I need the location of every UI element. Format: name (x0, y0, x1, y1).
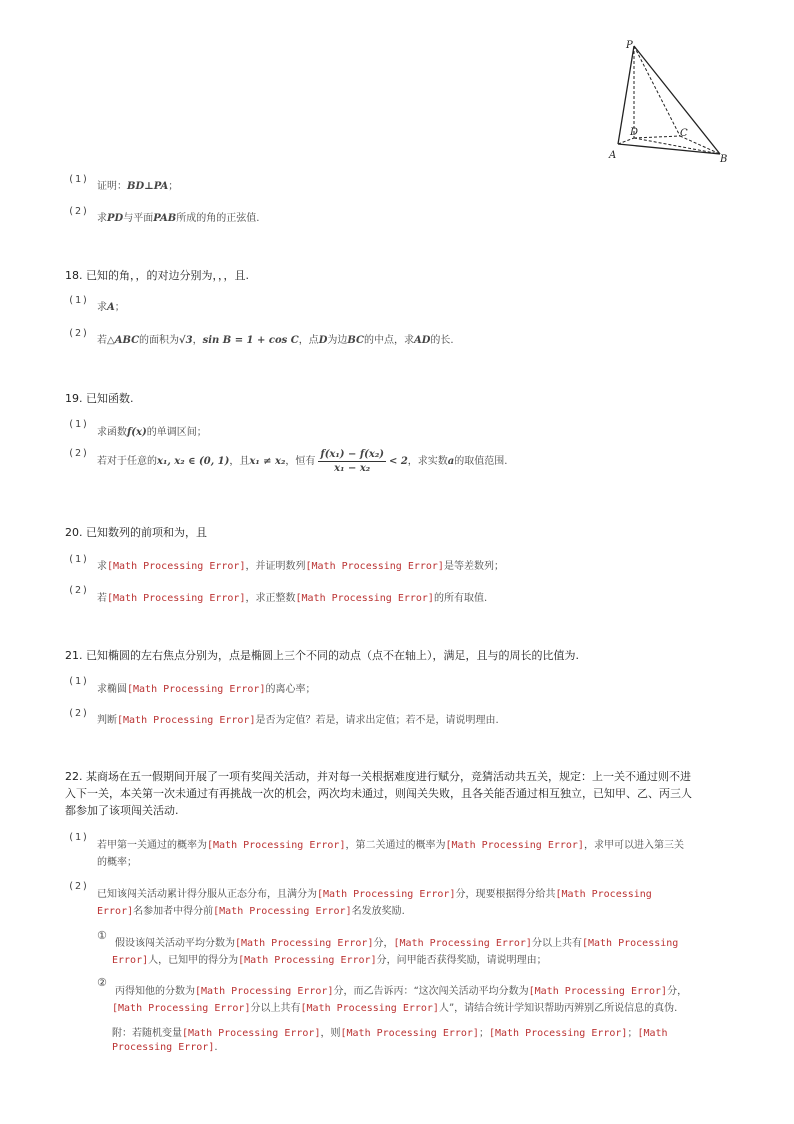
q17-p2-text: 求PD与平面PAB所成的角的正弦值. (97, 213, 260, 224)
q22-s1-text-line1: 假设该闯关活动平均分数为[Math Processing Error]分，[Math Processing Error]分以上共有[Math Processing (115, 938, 679, 949)
label-b: B (720, 154, 728, 165)
q17-p2-num: (2) (68, 206, 90, 217)
edge-pc (634, 46, 680, 136)
q21-title: 21. 已知椭圆的左右焦点分别为，点是椭圆上三个不同的动点（点不在轴上），满足，且与的周长的比值为. (65, 649, 579, 662)
q22-title-line3: 都参加了该项闯关活动. (65, 804, 179, 817)
q19-p1-num: (1) (68, 419, 90, 430)
label-d: D (630, 127, 639, 138)
q19-p2-text: 若对于任意的x₁, x₂ ∈ (0, 1)，且x₁ ≠ x₂，恒有 $\frac{\text{f(x₁) − f(x₂)}}{\text{x₁ − x₂}}$ < 2，求实数a的取值范围. (97, 449, 508, 474)
q18-p1-num: (1) (68, 295, 90, 306)
q20-p2-text: 若[Math Processing Error]，求正整数[Math Processing Error]的所有取值. (97, 593, 488, 604)
q17-p1-num: (1) (68, 174, 90, 185)
q22-p1-text-line1: 若甲第一关通过的概率为[Math Processing Error]，第二关通过的概率为[Math Processing Error]，求甲可以进入第三关 (97, 840, 684, 851)
q22-s1-text-line2: Error]人，已知甲的得分为[Math Processing Error]分，问甲能否获得奖励，请说明理由； (112, 955, 547, 966)
q18-p1-text: 求A； (97, 302, 125, 313)
q22-p2-text-line1: 已知该闯关活动累计得分服从正态分布，且满分为[Math Processing Error]分，现要根据得分给共[Math Processing (97, 889, 652, 900)
q22-p2-num: (2) (68, 881, 90, 892)
q22-s2-text-line1: 丙得知他的分数为[Math Processing Error]分，而乙告诉丙：“这次闯关活动平均分数为[Math Processing Error]分， (115, 986, 688, 997)
q21-p1-text: 求椭圆[Math Processing Error]的离心率； (97, 684, 316, 695)
q22-p1-num: (1) (68, 832, 90, 843)
q19-p1-text: 求函数f(x)的单调区间； (97, 427, 207, 438)
q22-note-line2: Processing Error]. (112, 1042, 218, 1053)
q17-p1-text: 证明：BD⊥PA； (97, 181, 179, 192)
q22-note-line1: 附：若随机变量[Math Processing Error]，则[Math Processing Error]；[Math Processing Error]；[Math (112, 1028, 668, 1039)
edge-ad (618, 138, 634, 144)
q21-p1-num: (1) (68, 676, 90, 687)
label-a: A (609, 150, 617, 161)
q21-p2-num: (2) (68, 708, 90, 719)
q20-p2-num: (2) (68, 585, 90, 596)
q18-p2-num: (2) (68, 328, 90, 339)
q22-p1-text-line2: 的概率； (97, 857, 137, 868)
q18-p2-text: 若△ABC的面积为√3，sin B = 1 + cos C，点D为边BC的中点，求AD的长. (97, 335, 454, 346)
q22-title-line1: 22. 某商场在五一假期间开展了一项有奖闯关活动，并对每一关根据难度进行赋分，竞猜活动共五关，规定：上一关不通过则不进 (65, 770, 691, 783)
q21-p2-text: 判断[Math Processing Error]是否为定值？若是，请求出定值；若不是，请说明理由. (97, 715, 499, 726)
label-p: P (626, 40, 633, 51)
q20-p1-text: 求[Math Processing Error]，并证明数列[Math Processing Error]是等差数列； (97, 561, 504, 572)
q19-fraction: $\frac{\text{f(x₁) − f(x₂)}}{\text{x₁ − x₂}}$ (320, 449, 384, 474)
q19-p2-num: (2) (68, 448, 90, 459)
edge-db (634, 138, 720, 154)
pyramid-figure (600, 36, 740, 166)
q20-p1-num: (1) (68, 554, 90, 565)
q18-title: 18. 已知的角，，的对边分别为，，，且. (65, 269, 249, 282)
label-c: C (680, 128, 688, 139)
edge-ab (618, 144, 720, 154)
q22-s2-text-line2: [Math Processing Error]分以上共有[Math Processing Error]人”，请结合统计学知识帮助丙辨别乙所说信息的真伪. (112, 1003, 678, 1014)
q22-p2-text-line2: Error]名参加者中得分前[Math Processing Error]名发放奖励. (97, 906, 405, 917)
q22-title-line2: 入下一关，本关第一次未通过有再挑战一次的机会，两次均未通过，则闯关失败，且各关能否通过相互独立，已知甲、乙、丙三人 (65, 787, 692, 800)
q20-title: 20. 已知数列的前项和为，且 (65, 526, 207, 539)
q19-title: 19. 已知函数. (65, 392, 134, 405)
edge-dc (634, 136, 680, 138)
q22-s2-mark: ② (97, 976, 107, 989)
q22-s1-mark: ① (97, 929, 107, 942)
